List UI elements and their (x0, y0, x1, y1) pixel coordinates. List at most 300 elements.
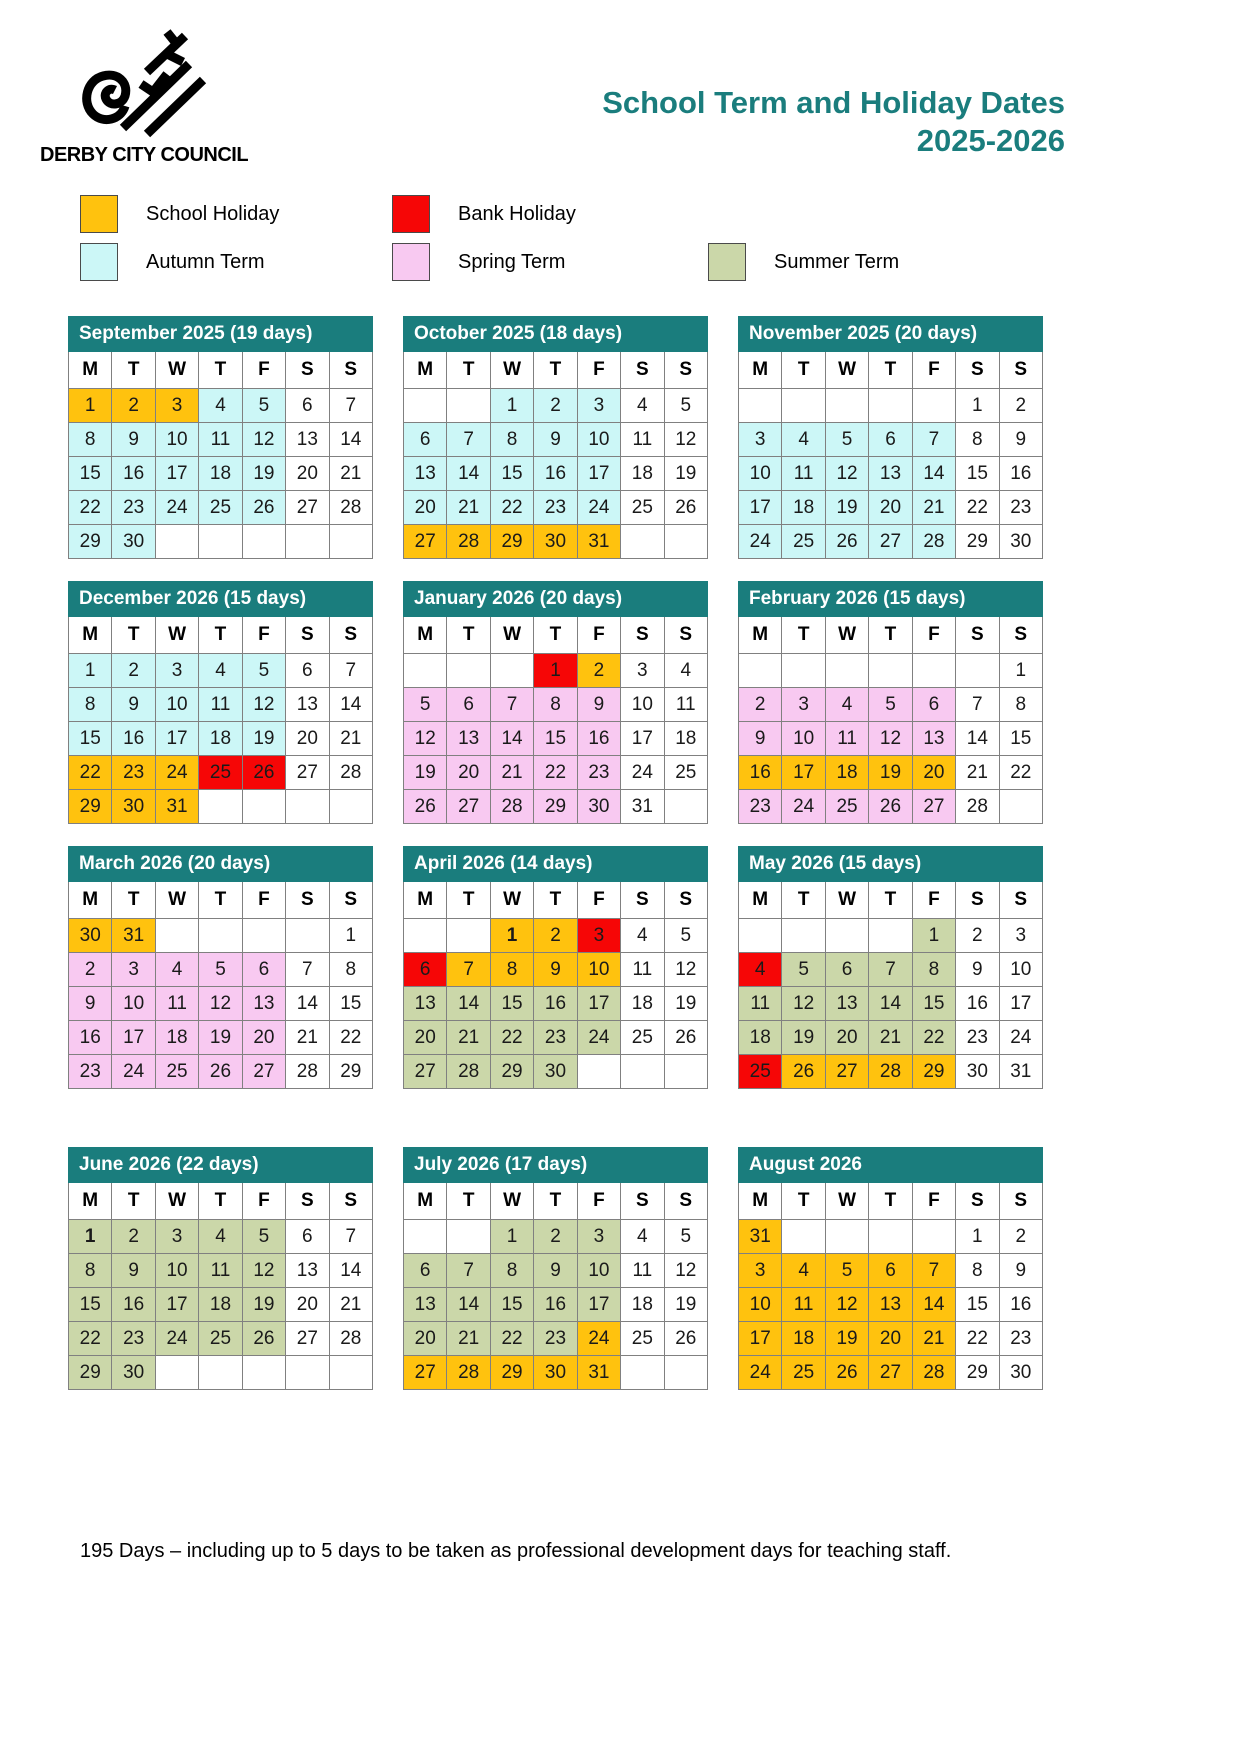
day-cell: 1 (69, 1220, 112, 1254)
month-table (68, 581, 373, 824)
day-cell: 26 (242, 1322, 285, 1356)
month-title: August 2026 (739, 1148, 1043, 1183)
day-cell: 12 (664, 953, 707, 987)
day-cell (242, 919, 285, 953)
day-cell: 16 (999, 457, 1042, 491)
day-cell: 12 (404, 722, 447, 756)
day-cell: 21 (912, 1322, 955, 1356)
weekday-header: T (534, 617, 577, 654)
day-cell (577, 1055, 620, 1089)
day-cell: 11 (199, 1254, 242, 1288)
day-cell: 27 (825, 1055, 868, 1089)
day-cell: 19 (869, 756, 912, 790)
ram-logo-icon (63, 28, 223, 140)
day-cell (490, 654, 533, 688)
day-cell (664, 1356, 707, 1390)
month-table (738, 581, 1043, 824)
day-cell: 11 (621, 953, 664, 987)
day-cell: 7 (869, 953, 912, 987)
month-title: December 2026 (15 days) (69, 582, 373, 617)
day-cell (199, 919, 242, 953)
day-cell: 21 (447, 1322, 490, 1356)
day-cell: 4 (739, 953, 782, 987)
day-cell: 5 (782, 953, 825, 987)
day-cell: 29 (69, 790, 112, 824)
day-cell: 16 (112, 722, 155, 756)
day-cell: 16 (577, 722, 620, 756)
weekday-header: S (999, 1183, 1042, 1220)
day-cell (155, 525, 198, 559)
day-cell (825, 389, 868, 423)
weekday-header: W (825, 617, 868, 654)
month-title: October 2025 (18 days) (404, 317, 708, 352)
day-cell: 25 (199, 1322, 242, 1356)
day-cell: 4 (782, 1254, 825, 1288)
weekday-header: M (739, 882, 782, 919)
weekday-header: M (739, 617, 782, 654)
day-cell: 31 (739, 1220, 782, 1254)
week-row (739, 1055, 1043, 1089)
day-cell: 15 (534, 722, 577, 756)
day-cell: 10 (112, 987, 155, 1021)
day-cell: 7 (447, 423, 490, 457)
day-cell: 17 (621, 722, 664, 756)
day-cell: 6 (286, 1220, 329, 1254)
day-cell: 1 (956, 389, 999, 423)
day-cell: 14 (912, 1288, 955, 1322)
day-cell: 23 (69, 1055, 112, 1089)
day-cell: 19 (825, 1322, 868, 1356)
day-cell: 22 (956, 1322, 999, 1356)
day-cell: 5 (664, 389, 707, 423)
day-cell: 15 (69, 457, 112, 491)
day-cell: 12 (242, 1254, 285, 1288)
day-cell: 28 (447, 1055, 490, 1089)
day-cell: 11 (782, 457, 825, 491)
day-cell: 8 (490, 1254, 533, 1288)
month-table (738, 846, 1043, 1089)
day-cell: 24 (577, 491, 620, 525)
day-cell (664, 790, 707, 824)
month-table (738, 1147, 1043, 1390)
weekday-header: S (664, 882, 707, 919)
day-cell: 10 (155, 1254, 198, 1288)
weekday-header: T (199, 352, 242, 389)
day-cell: 29 (956, 1356, 999, 1390)
day-cell: 24 (155, 756, 198, 790)
legend-label: Bank Holiday (458, 202, 576, 225)
weekday-header: S (956, 882, 999, 919)
day-cell (621, 1055, 664, 1089)
day-cell: 8 (999, 688, 1042, 722)
day-cell (782, 919, 825, 953)
derby-city-council-logo (40, 28, 249, 167)
day-cell (242, 525, 285, 559)
day-cell: 7 (490, 688, 533, 722)
day-cell: 1 (534, 654, 577, 688)
day-cell: 26 (199, 1055, 242, 1089)
day-cell (286, 919, 329, 953)
day-cell (286, 790, 329, 824)
week-row (69, 1021, 373, 1055)
day-cell: 6 (242, 953, 285, 987)
day-cell: 29 (490, 1356, 533, 1390)
day-cell: 13 (825, 987, 868, 1021)
day-cell: 3 (577, 1220, 620, 1254)
weekday-header: M (739, 1183, 782, 1220)
day-cell: 13 (404, 1288, 447, 1322)
day-cell: 14 (869, 987, 912, 1021)
school-holiday-swatch (80, 195, 118, 233)
day-cell (404, 1220, 447, 1254)
day-cell: 20 (912, 756, 955, 790)
day-cell: 21 (329, 1288, 372, 1322)
day-cell: 11 (825, 722, 868, 756)
footer-note: 195 Days – including up to 5 days to be taken as professional development days for teaching staff. (80, 1540, 952, 1562)
day-cell: 16 (956, 987, 999, 1021)
legend-label: Autumn Term (146, 250, 265, 273)
day-cell: 28 (956, 790, 999, 824)
day-cell: 21 (286, 1021, 329, 1055)
day-cell: 10 (155, 688, 198, 722)
day-cell: 7 (912, 423, 955, 457)
day-cell: 4 (621, 1220, 664, 1254)
day-cell: 24 (155, 491, 198, 525)
day-cell: 2 (739, 688, 782, 722)
day-cell: 4 (155, 953, 198, 987)
day-cell: 19 (825, 491, 868, 525)
day-cell: 13 (869, 457, 912, 491)
week-row (739, 423, 1043, 457)
day-cell: 28 (869, 1055, 912, 1089)
day-cell: 19 (404, 756, 447, 790)
day-cell (329, 525, 372, 559)
day-cell: 8 (956, 423, 999, 457)
day-cell: 8 (69, 423, 112, 457)
day-cell: 23 (999, 491, 1042, 525)
day-cell: 27 (869, 1356, 912, 1390)
day-cell (242, 1356, 285, 1390)
day-cell: 6 (912, 688, 955, 722)
day-cell: 28 (490, 790, 533, 824)
day-cell (739, 919, 782, 953)
day-cell: 20 (447, 756, 490, 790)
day-cell: 24 (577, 1021, 620, 1055)
day-cell (664, 1055, 707, 1089)
day-cell: 15 (490, 1288, 533, 1322)
weekday-header: T (869, 352, 912, 389)
day-cell: 5 (404, 688, 447, 722)
day-cell (447, 654, 490, 688)
day-cell (447, 1220, 490, 1254)
weekday-header: W (490, 352, 533, 389)
legend-label: Spring Term (458, 250, 566, 273)
day-cell: 30 (112, 525, 155, 559)
day-cell (912, 654, 955, 688)
month-title: June 2026 (22 days) (69, 1148, 373, 1183)
day-cell: 28 (447, 525, 490, 559)
week-row (69, 688, 373, 722)
day-cell: 6 (825, 953, 868, 987)
day-cell: 5 (199, 953, 242, 987)
day-cell: 20 (404, 491, 447, 525)
day-cell: 4 (621, 389, 664, 423)
day-cell: 13 (286, 688, 329, 722)
week-row (739, 654, 1043, 688)
weekday-header: F (577, 882, 620, 919)
weekday-header: S (329, 617, 372, 654)
weekday-header: S (286, 882, 329, 919)
weekday-header: F (242, 352, 285, 389)
day-cell: 10 (621, 688, 664, 722)
day-cell: 6 (869, 1254, 912, 1288)
day-cell: 18 (621, 987, 664, 1021)
day-cell: 21 (329, 457, 372, 491)
day-cell: 25 (199, 756, 242, 790)
day-cell: 21 (447, 1021, 490, 1055)
day-cell: 25 (621, 1322, 664, 1356)
week-row (404, 457, 708, 491)
day-cell: 23 (577, 756, 620, 790)
weekday-header: W (155, 1183, 198, 1220)
week-row (404, 1254, 708, 1288)
day-cell (242, 790, 285, 824)
day-cell: 30 (112, 1356, 155, 1390)
day-cell: 1 (490, 1220, 533, 1254)
day-cell: 27 (869, 525, 912, 559)
day-cell: 30 (534, 525, 577, 559)
day-cell: 14 (329, 1254, 372, 1288)
day-cell: 1 (999, 654, 1042, 688)
day-cell: 15 (999, 722, 1042, 756)
week-row (404, 1322, 708, 1356)
day-cell: 13 (286, 423, 329, 457)
month-title: March 2026 (20 days) (69, 847, 373, 882)
day-cell: 11 (199, 688, 242, 722)
day-cell: 22 (534, 756, 577, 790)
day-cell: 14 (286, 987, 329, 1021)
day-cell: 20 (869, 1322, 912, 1356)
weekday-header: S (956, 352, 999, 389)
day-cell: 24 (112, 1055, 155, 1089)
day-cell: 10 (739, 457, 782, 491)
day-cell: 27 (404, 1055, 447, 1089)
week-row (69, 1356, 373, 1390)
day-cell: 30 (534, 1356, 577, 1390)
weekday-header: W (490, 617, 533, 654)
day-cell: 2 (999, 389, 1042, 423)
day-cell (404, 389, 447, 423)
week-row (69, 457, 373, 491)
day-cell: 10 (999, 953, 1042, 987)
day-cell: 26 (664, 491, 707, 525)
page-title-line1: School Term and Holiday Dates (602, 85, 1065, 120)
weekday-header: M (404, 352, 447, 389)
month-title: February 2026 (15 days) (739, 582, 1043, 617)
day-cell: 2 (534, 389, 577, 423)
day-cell: 30 (112, 790, 155, 824)
day-cell: 18 (664, 722, 707, 756)
day-cell: 16 (112, 457, 155, 491)
weekday-header: T (782, 1183, 825, 1220)
day-cell: 9 (534, 1254, 577, 1288)
day-cell: 12 (825, 1288, 868, 1322)
day-cell: 20 (286, 1288, 329, 1322)
day-cell: 8 (912, 953, 955, 987)
day-cell: 16 (739, 756, 782, 790)
weekday-header: S (999, 352, 1042, 389)
day-cell (869, 919, 912, 953)
day-cell: 20 (286, 722, 329, 756)
day-cell: 3 (739, 423, 782, 457)
legend-item (80, 238, 392, 286)
day-cell: 22 (69, 1322, 112, 1356)
day-cell: 8 (329, 953, 372, 987)
day-cell: 8 (69, 1254, 112, 1288)
day-cell: 6 (286, 389, 329, 423)
day-cell: 9 (112, 1254, 155, 1288)
day-cell: 6 (447, 688, 490, 722)
day-cell: 11 (155, 987, 198, 1021)
day-cell: 22 (490, 1021, 533, 1055)
week-row (69, 790, 373, 824)
day-cell: 5 (664, 919, 707, 953)
day-cell: 21 (447, 491, 490, 525)
week-row (69, 1288, 373, 1322)
day-cell: 16 (534, 1288, 577, 1322)
day-cell: 3 (155, 1220, 198, 1254)
day-cell: 30 (69, 919, 112, 953)
month-title: November 2025 (20 days) (739, 317, 1043, 352)
day-cell: 7 (286, 953, 329, 987)
legend-label: School Holiday (146, 202, 280, 225)
day-cell: 2 (999, 1220, 1042, 1254)
day-cell: 3 (112, 953, 155, 987)
day-cell: 22 (69, 756, 112, 790)
day-cell (999, 790, 1042, 824)
weekday-header: T (782, 882, 825, 919)
day-cell: 23 (534, 1021, 577, 1055)
day-cell: 22 (329, 1021, 372, 1055)
day-cell: 12 (242, 423, 285, 457)
weekday-header: T (447, 1183, 490, 1220)
day-cell: 22 (999, 756, 1042, 790)
weekday-header: S (329, 882, 372, 919)
day-cell: 25 (155, 1055, 198, 1089)
day-cell: 10 (577, 1254, 620, 1288)
day-cell: 9 (577, 688, 620, 722)
day-cell: 3 (155, 389, 198, 423)
day-cell: 14 (490, 722, 533, 756)
day-cell: 2 (112, 1220, 155, 1254)
weekday-header: T (112, 352, 155, 389)
day-cell: 5 (242, 1220, 285, 1254)
weekday-header: F (912, 1183, 955, 1220)
day-cell: 7 (329, 654, 372, 688)
day-cell: 23 (739, 790, 782, 824)
autumn-term-swatch (80, 243, 118, 281)
day-cell: 8 (69, 688, 112, 722)
day-cell: 24 (621, 756, 664, 790)
day-cell: 10 (155, 423, 198, 457)
weekday-header: S (621, 617, 664, 654)
day-cell (869, 389, 912, 423)
weekday-header: M (69, 1183, 112, 1220)
day-cell: 18 (199, 457, 242, 491)
week-row (69, 389, 373, 423)
week-row (404, 1220, 708, 1254)
day-cell: 18 (155, 1021, 198, 1055)
week-row (739, 1322, 1043, 1356)
day-cell: 18 (739, 1021, 782, 1055)
week-row (69, 756, 373, 790)
weekday-header: S (621, 882, 664, 919)
day-cell: 15 (956, 1288, 999, 1322)
month-table (68, 846, 373, 1089)
day-cell: 30 (999, 525, 1042, 559)
day-cell: 26 (664, 1322, 707, 1356)
day-cell: 19 (664, 987, 707, 1021)
month-title: January 2026 (20 days) (404, 582, 708, 617)
day-cell: 10 (577, 423, 620, 457)
week-row (739, 756, 1043, 790)
weekday-header: W (490, 1183, 533, 1220)
day-cell: 7 (447, 1254, 490, 1288)
day-cell: 12 (664, 423, 707, 457)
day-cell: 10 (577, 953, 620, 987)
day-cell: 25 (739, 1055, 782, 1089)
week-row (739, 688, 1043, 722)
week-row (69, 953, 373, 987)
day-cell: 17 (577, 1288, 620, 1322)
week-row (69, 525, 373, 559)
weekday-header: W (825, 882, 868, 919)
day-cell: 19 (242, 1288, 285, 1322)
day-cell (664, 525, 707, 559)
day-cell: 2 (534, 1220, 577, 1254)
week-row (739, 525, 1043, 559)
day-cell: 30 (999, 1356, 1042, 1390)
day-cell: 26 (242, 756, 285, 790)
day-cell: 24 (577, 1322, 620, 1356)
day-cell (155, 1356, 198, 1390)
day-cell: 11 (664, 688, 707, 722)
day-cell: 23 (112, 756, 155, 790)
day-cell: 11 (199, 423, 242, 457)
day-cell: 21 (956, 756, 999, 790)
day-cell: 1 (956, 1220, 999, 1254)
week-row (69, 1322, 373, 1356)
weekday-header: W (155, 617, 198, 654)
day-cell: 15 (490, 457, 533, 491)
week-row (69, 987, 373, 1021)
weekday-header: S (999, 882, 1042, 919)
day-cell: 2 (956, 919, 999, 953)
spring-term-swatch (392, 243, 430, 281)
calendar-grid (68, 316, 1043, 1390)
weekday-header: W (825, 1183, 868, 1220)
day-cell: 31 (999, 1055, 1042, 1089)
day-cell: 20 (242, 1021, 285, 1055)
weekday-header: F (242, 1183, 285, 1220)
day-cell (329, 790, 372, 824)
weekday-header: T (782, 352, 825, 389)
day-cell: 14 (447, 987, 490, 1021)
day-cell: 25 (664, 756, 707, 790)
legend-item (708, 238, 899, 286)
day-cell: 10 (782, 722, 825, 756)
day-cell: 25 (199, 491, 242, 525)
